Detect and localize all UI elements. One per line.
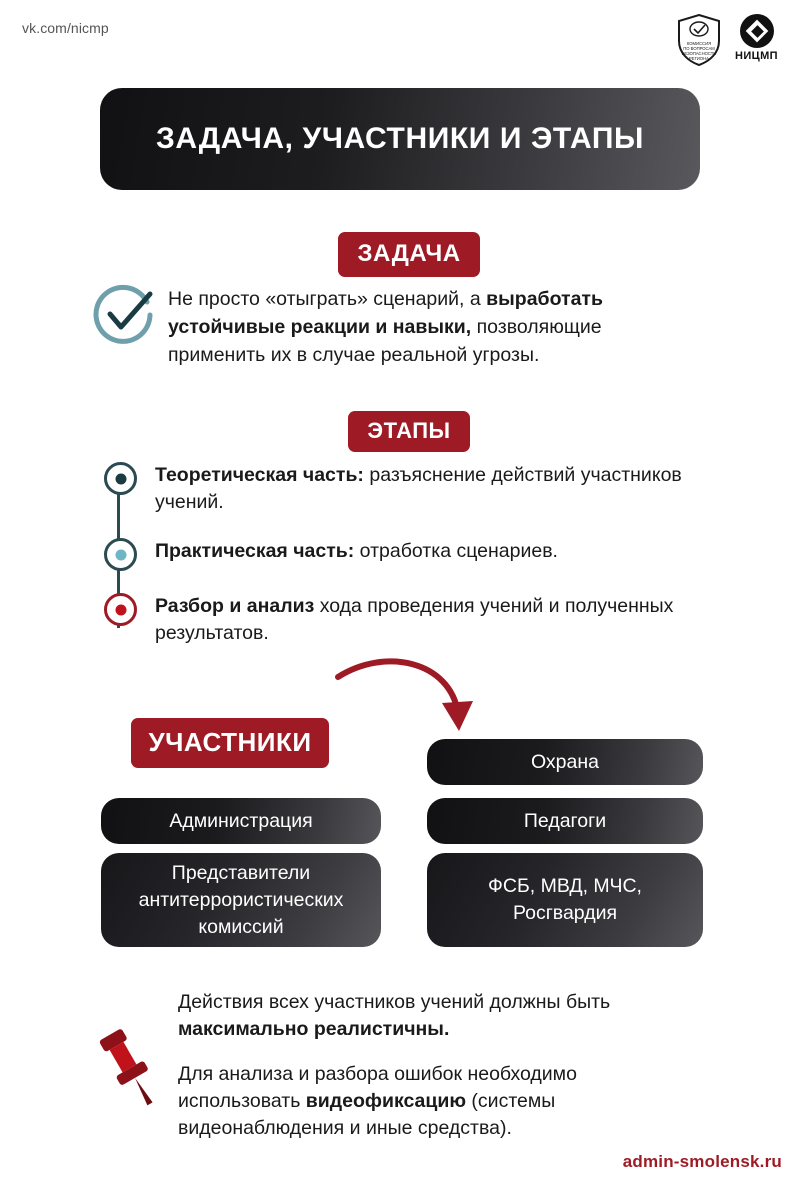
participant-box-agencies: ФСБ, МВД, МЧС, Росгвардия [427,853,703,947]
stage-3-bold: Разбор и анализ [155,595,315,617]
stage-item [104,538,744,571]
timeline-dot-3-icon [104,593,137,626]
note-paragraph-1 [178,989,698,1043]
vk-link[interactable]: vk.com/nicmp [22,20,109,36]
section-heading-participants: УЧАСТНИКИ [131,718,329,768]
stage-text-3 [155,593,715,647]
svg-text:БЕЗОПАСНОСТИ: БЕЗОПАСНОСТИ [681,51,717,56]
page-title-banner [100,88,700,190]
note-p2-bold: видеофиксацию [305,1090,467,1112]
note-block [96,985,716,1142]
footer-source: admin-smolensk.ru [622,1152,782,1171]
participant-box-administration: Администрация [101,798,381,844]
note-p1-part1: Действия всех участников учений должны быть [178,991,611,1013]
svg-text:РЕГИОНА: РЕГИОНА [689,56,710,61]
task-block [92,282,708,369]
check-circle-icon [92,284,154,346]
note-p2-part2: (системы видеонаблюдения и иные средства). [178,1090,556,1139]
note-paragraph-2 [178,1061,698,1142]
page-title: ЗАДАЧА, УЧАСТНИКИ И ЭТАПЫ [156,122,644,155]
stages-timeline [104,462,744,669]
note-texts [178,985,698,1142]
stage-3-rest: хода проведения учений и полученных результатов. [155,595,674,644]
task-text-part2: позволяющие применить их в случае реальной угрозы. [168,316,602,366]
task-text [168,282,698,369]
nicmp-label: НИЦМП [735,50,778,62]
timeline-dot-1-icon [104,462,137,495]
participant-box-commission-representatives: Представители антитеррористических комиссий [101,853,381,947]
participant-box-security: Охрана [427,739,703,785]
task-text-part1: Не просто «отыграть» сценарий, а [168,288,487,310]
stage-text-1 [155,462,715,516]
stage-2-rest: отработка сценариев. [354,540,558,562]
emblem-shield-icon [677,14,721,66]
stage-text-2 [155,538,558,565]
pushpin-icon [96,1023,166,1119]
svg-text:КОМИССИЯ: КОМИССИЯ [686,41,712,46]
nicmp-logo [735,14,778,62]
section-heading-stages: ЭТАПЫ [348,411,470,452]
task-text-bold: выработать устойчивые реакции и навыки, [168,288,603,338]
svg-text:ПО ВОПРОСАМ: ПО ВОПРОСАМ [683,46,715,51]
section-heading-task: ЗАДАЧА [338,232,480,277]
stage-1-bold: Теоретическая часть: [155,464,364,486]
timeline-dot-2-icon [104,538,137,571]
logo-group [677,14,778,66]
stage-2-bold: Практическая часть: [155,540,355,562]
note-p2-part1: Для анализа и разбора ошибок необходимо использовать [178,1063,577,1112]
stage-item [104,593,744,647]
curved-arrow-icon [330,655,490,745]
page-header [0,0,800,72]
participant-box-teachers: Педагоги [427,798,703,844]
note-p1-bold: максимально реалистичны. [178,1018,450,1040]
stage-1-rest: разъяснение действий участников учений. [155,464,682,513]
nicmp-mark-icon [740,14,774,48]
stage-item [104,462,744,516]
